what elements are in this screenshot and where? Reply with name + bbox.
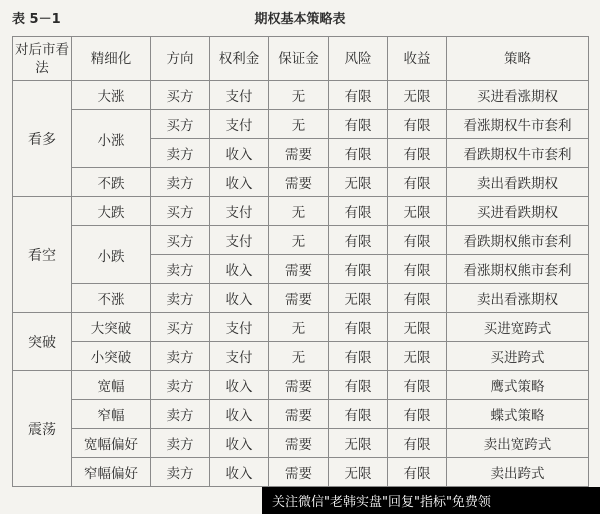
premium-cell: 收入	[210, 429, 269, 458]
refinement-cell: 小突破	[72, 342, 151, 371]
table-row	[13, 110, 589, 139]
reward-cell: 有限	[388, 255, 447, 284]
premium-cell: 收入	[210, 458, 269, 487]
margin-cell: 无	[269, 81, 329, 110]
margin-cell: 无	[269, 313, 329, 342]
table-row	[13, 226, 589, 255]
outlook-cell: 看空	[13, 197, 72, 313]
direction-cell: 卖方	[151, 342, 210, 371]
premium-cell: 收入	[210, 284, 269, 313]
reward-cell: 有限	[388, 226, 447, 255]
risk-cell: 有限	[329, 197, 388, 226]
premium-cell: 收入	[210, 139, 269, 168]
risk-cell: 有限	[329, 400, 388, 429]
refinement-cell: 宽幅偏好	[72, 429, 151, 458]
table-body	[13, 81, 589, 487]
premium-cell: 收入	[210, 371, 269, 400]
header-reward: 收益	[388, 37, 447, 81]
header-outlook: 对后市看法	[13, 37, 72, 81]
table-row	[13, 400, 589, 429]
premium-cell: 收入	[210, 255, 269, 284]
risk-cell: 有限	[329, 371, 388, 400]
table-row	[13, 197, 589, 226]
table-row	[13, 313, 589, 342]
reward-cell: 有限	[388, 400, 447, 429]
margin-cell: 需要	[269, 400, 329, 429]
direction-cell: 卖方	[151, 139, 210, 168]
strategy-cell: 看跌期权牛市套利	[447, 139, 589, 168]
direction-cell: 买方	[151, 226, 210, 255]
reward-cell: 有限	[388, 168, 447, 197]
table-row	[13, 371, 589, 400]
margin-cell: 需要	[269, 255, 329, 284]
refinement-cell: 大突破	[72, 313, 151, 342]
table-caption	[12, 6, 588, 28]
premium-cell: 支付	[210, 226, 269, 255]
margin-cell: 需要	[269, 168, 329, 197]
risk-cell: 无限	[329, 458, 388, 487]
direction-cell: 买方	[151, 110, 210, 139]
premium-cell: 支付	[210, 342, 269, 371]
table-row	[13, 429, 589, 458]
risk-cell: 有限	[329, 81, 388, 110]
reward-cell: 无限	[388, 81, 447, 110]
refinement-cell: 不跌	[72, 168, 151, 197]
margin-cell: 需要	[269, 429, 329, 458]
reward-cell: 有限	[388, 458, 447, 487]
table-row	[13, 168, 589, 197]
direction-cell: 卖方	[151, 429, 210, 458]
risk-cell: 有限	[329, 342, 388, 371]
reward-cell: 无限	[388, 342, 447, 371]
reward-cell: 无限	[388, 313, 447, 342]
header-margin: 保证金	[269, 37, 329, 81]
strategy-cell: 卖出跨式	[447, 458, 589, 487]
table-title: 期权基本策略表	[254, 12, 346, 27]
direction-cell: 买方	[151, 197, 210, 226]
refinement-cell: 小跌	[72, 226, 151, 284]
strategy-cell: 看跌期权熊市套利	[447, 226, 589, 255]
margin-cell: 需要	[269, 139, 329, 168]
premium-cell: 收入	[210, 168, 269, 197]
strategy-cell: 买进跨式	[447, 342, 589, 371]
premium-cell: 支付	[210, 81, 269, 110]
direction-cell: 买方	[151, 313, 210, 342]
margin-cell: 需要	[269, 284, 329, 313]
risk-cell: 有限	[329, 313, 388, 342]
strategy-table	[12, 36, 589, 487]
header-risk: 风险	[329, 37, 388, 81]
refinement-cell: 窄幅偏好	[72, 458, 151, 487]
direction-cell: 卖方	[151, 255, 210, 284]
strategy-cell: 卖出看涨期权	[447, 284, 589, 313]
direction-cell: 卖方	[151, 400, 210, 429]
table-row	[13, 342, 589, 371]
margin-cell: 无	[269, 110, 329, 139]
reward-cell: 有限	[388, 429, 447, 458]
strategy-cell: 鹰式策略	[447, 371, 589, 400]
strategy-cell: 蝶式策略	[447, 400, 589, 429]
strategy-cell: 卖出宽跨式	[447, 429, 589, 458]
risk-cell: 无限	[329, 429, 388, 458]
strategy-cell: 买进看涨期权	[447, 81, 589, 110]
reward-cell: 有限	[388, 371, 447, 400]
strategy-cell: 看涨期权熊市套利	[447, 255, 589, 284]
table-row	[13, 81, 589, 110]
refinement-cell: 大涨	[72, 81, 151, 110]
watermark-banner: 关注微信"老韩实盘"回复"指标"免费领	[262, 487, 600, 514]
refinement-cell: 宽幅	[72, 371, 151, 400]
outlook-cell: 突破	[13, 313, 72, 371]
outlook-cell: 震荡	[13, 371, 72, 487]
header-strategy: 策略	[447, 37, 589, 81]
direction-cell: 卖方	[151, 168, 210, 197]
direction-cell: 买方	[151, 81, 210, 110]
margin-cell: 需要	[269, 458, 329, 487]
margin-cell: 需要	[269, 371, 329, 400]
margin-cell: 无	[269, 342, 329, 371]
premium-cell: 支付	[210, 197, 269, 226]
margin-cell: 无	[269, 197, 329, 226]
direction-cell: 卖方	[151, 458, 210, 487]
reward-cell: 无限	[388, 197, 447, 226]
premium-cell: 支付	[210, 110, 269, 139]
reward-cell: 有限	[388, 284, 447, 313]
strategy-cell: 买进宽跨式	[447, 313, 589, 342]
risk-cell: 有限	[329, 139, 388, 168]
table-row	[13, 284, 589, 313]
risk-cell: 有限	[329, 226, 388, 255]
reward-cell: 有限	[388, 139, 447, 168]
header-refinement: 精细化	[72, 37, 151, 81]
table-header-row	[13, 37, 589, 81]
premium-cell: 支付	[210, 313, 269, 342]
risk-cell: 无限	[329, 168, 388, 197]
refinement-cell: 不涨	[72, 284, 151, 313]
premium-cell: 收入	[210, 400, 269, 429]
table-number: 表 5－1	[12, 12, 61, 27]
outlook-cell: 看多	[13, 81, 72, 197]
refinement-cell: 大跌	[72, 197, 151, 226]
strategy-cell: 看涨期权牛市套利	[447, 110, 589, 139]
risk-cell: 有限	[329, 255, 388, 284]
strategy-cell: 卖出看跌期权	[447, 168, 589, 197]
risk-cell: 无限	[329, 284, 388, 313]
refinement-cell: 窄幅	[72, 400, 151, 429]
margin-cell: 无	[269, 226, 329, 255]
table-row	[13, 458, 589, 487]
refinement-cell: 小涨	[72, 110, 151, 168]
header-direction: 方向	[151, 37, 210, 81]
reward-cell: 有限	[388, 110, 447, 139]
direction-cell: 卖方	[151, 371, 210, 400]
direction-cell: 卖方	[151, 284, 210, 313]
header-premium: 权利金	[210, 37, 269, 81]
risk-cell: 有限	[329, 110, 388, 139]
strategy-cell: 买进看跌期权	[447, 197, 589, 226]
